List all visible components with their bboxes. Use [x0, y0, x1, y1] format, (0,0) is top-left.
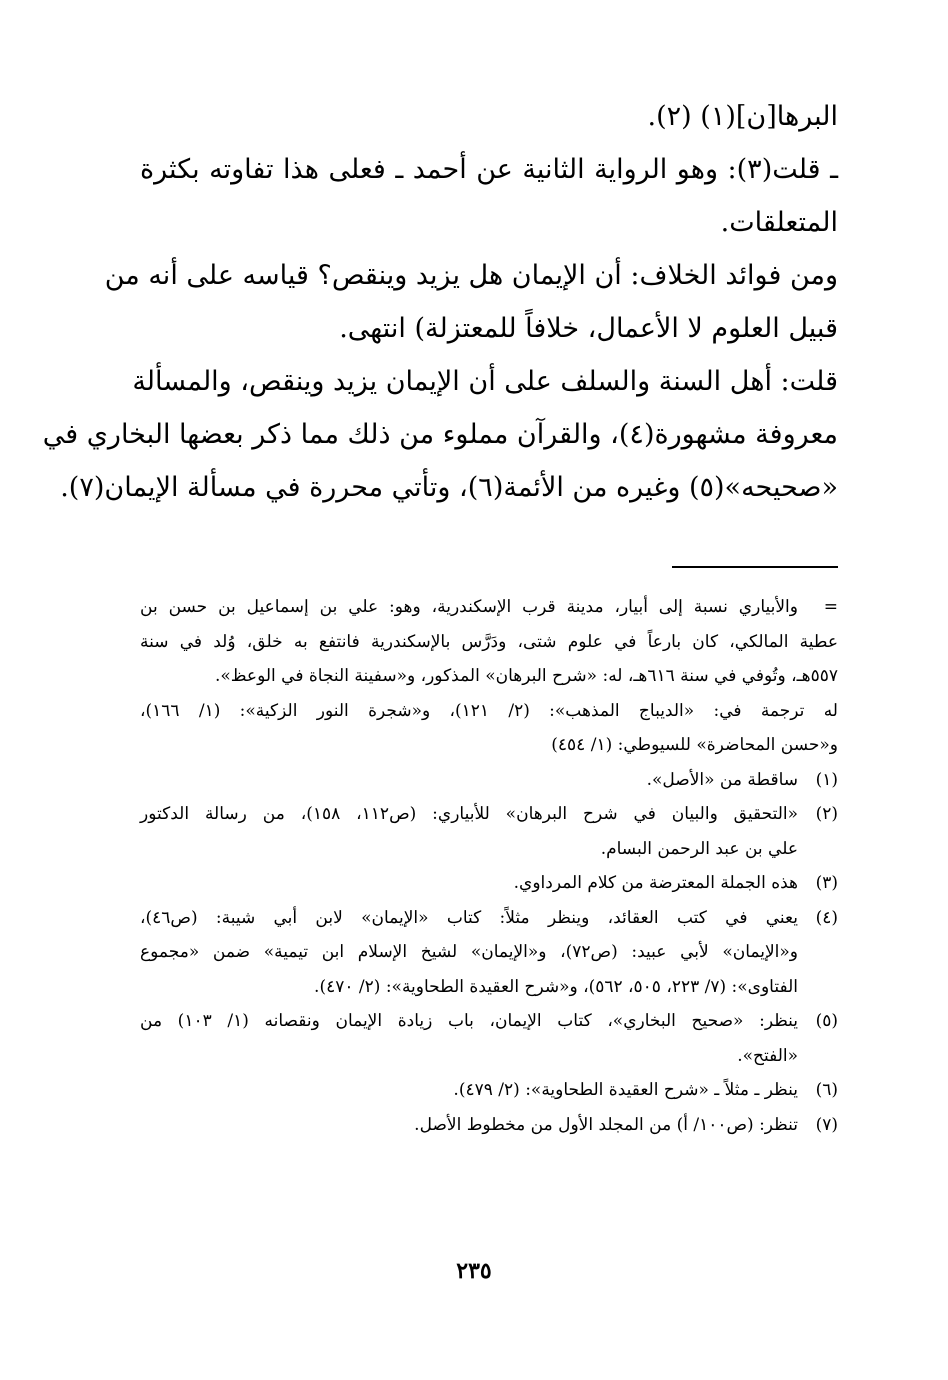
footnote-line	[140, 625, 838, 660]
footnote-number: (٢)	[815, 804, 838, 824]
footnote-text: «التحقيق والبيان في شرح البرهان» للأبياري: (ص١١٢، ١٥٨)، من رسالة الدكتور	[140, 804, 798, 824]
footnote-text: و«حسن المحاضرة» للسيوطي: (١/ ٤٥٤)	[551, 735, 838, 755]
main-line: ـ قلت(٣): وهو الرواية الثانية عن أحمد ـ فعلى هذا تفاوته بكثرة	[140, 154, 838, 185]
footnote-text: والأبياري نسبة إلى أبيار، مدينة قرب الإسكندرية، وهو: علي بن إسماعيل بن حسن بن	[140, 597, 798, 617]
footnote-text: ينظر ـ مثلاً ـ «شرح العقيدة الطحاوية»: (٢/ ٤٧٩).	[453, 1080, 798, 1100]
footnote-number: (١)	[815, 769, 838, 790]
footnote-text: هذه الجملة المعترضة من كلام المرداوي.	[513, 873, 798, 893]
main-line: ومن فوائد الخلاف: أن الإيمان هل يزيد وينقص؟ قياسه على أنه من	[104, 260, 838, 291]
footnote-line	[140, 728, 838, 763]
footnote-text: ساقطة من «الأصل».	[646, 769, 798, 790]
footnotes	[140, 590, 838, 1142]
footnote-number: (٧)	[815, 1114, 838, 1135]
footnote-line	[140, 1073, 838, 1108]
footnote-number: (٤)	[815, 907, 838, 928]
footnote-separator	[672, 566, 838, 568]
footnote-text: الفتاوى»: (٧/ ٢٢٣، ٥٠٥، ٥٦٢)، و«شرح العقيدة الطحاوية»: (٢/ ٤٧٠).	[314, 976, 798, 997]
footnote-text: يعني في كتب العقائد، وينظر مثلاً: كتاب «الإيمان» لابن أبي شيبة: (ص٤٦)،	[140, 907, 798, 928]
main-line: البرها[ن](١) (٢).	[647, 101, 838, 132]
footnote-line	[140, 797, 838, 832]
footnote-text: و«الإيمان» لأبي عبيد: (ص٧٢)، و«الإيمان» لشيخ الإسلام ابن تيمية» ضمن «مجموع	[140, 942, 798, 962]
footnote-line	[140, 590, 838, 625]
footnote-text: «الفتح».	[737, 1045, 798, 1066]
footnote-line	[140, 1108, 838, 1143]
footnote-line	[140, 659, 838, 694]
footnote-line	[140, 901, 838, 936]
footnote-text: له ترجمة في: «الديباج المذهب»: (٢/ ١٢١)، و«شجرة النور الزكية»: (١/ ١٦٦)،	[140, 700, 838, 721]
footnote-line	[140, 1004, 838, 1039]
footnote-line	[140, 694, 838, 729]
footnote-line	[140, 935, 838, 970]
footnote-number: =	[823, 597, 838, 617]
footnote-text: تنظر: (ص١٠٠/ أ) من المجلد الأول من مخطوط الأصل.	[414, 1114, 798, 1135]
main-line: معروفة مشهورة(٤)، والقرآن مملوء من ذلك مما ذكر بعضها البخاري في	[42, 419, 838, 450]
main-line: قلت: أهل السنة والسلف على أن الإيمان يزيد وينقص، والمسألة	[132, 366, 838, 397]
footnote-line	[140, 1039, 838, 1074]
footnote-number: (٣)	[815, 873, 838, 893]
footnote-text: علي بن عبد الرحمن البسام.	[600, 838, 798, 859]
footnote-number: (٦)	[815, 1080, 838, 1100]
page-number: ٢٣٥	[456, 1258, 492, 1284]
footnote-text: عطية المالكي، كان بارعاً في علوم شتى، ودَرَّس بالإسكندرية فانتفع به خلق، وُلد في سنة	[140, 631, 838, 652]
footnote-line	[140, 832, 838, 867]
footnote-text: ينظر: «صحيح البخاري»، كتاب الإيمان، باب زيادة الإيمان ونقصانه (١/ ١٠٣) من	[140, 1011, 799, 1031]
main-line: المتعلقات.	[720, 207, 838, 238]
main-line: قبيل العلوم لا الأعمال، خلافاً للمعتزلة) انتهى.	[339, 313, 838, 344]
footnote-number: (٥)	[815, 1011, 838, 1031]
footnote-line	[140, 866, 838, 901]
footnote-text: ٥٥٧هـ، وتُوفي في سنة ٦١٦هـ، له: «شرح البرهان» المذكور، و«سفينة النجاة في الوعظ».	[214, 666, 838, 686]
footnote-line	[140, 763, 838, 798]
main-text	[42, 90, 838, 514]
footnote-line	[140, 970, 838, 1005]
main-line: «صحيحه»(٥) وغيره من الأئمة(٦)، وتأتي محررة في مسألة الإيمان(٧).	[60, 472, 838, 503]
